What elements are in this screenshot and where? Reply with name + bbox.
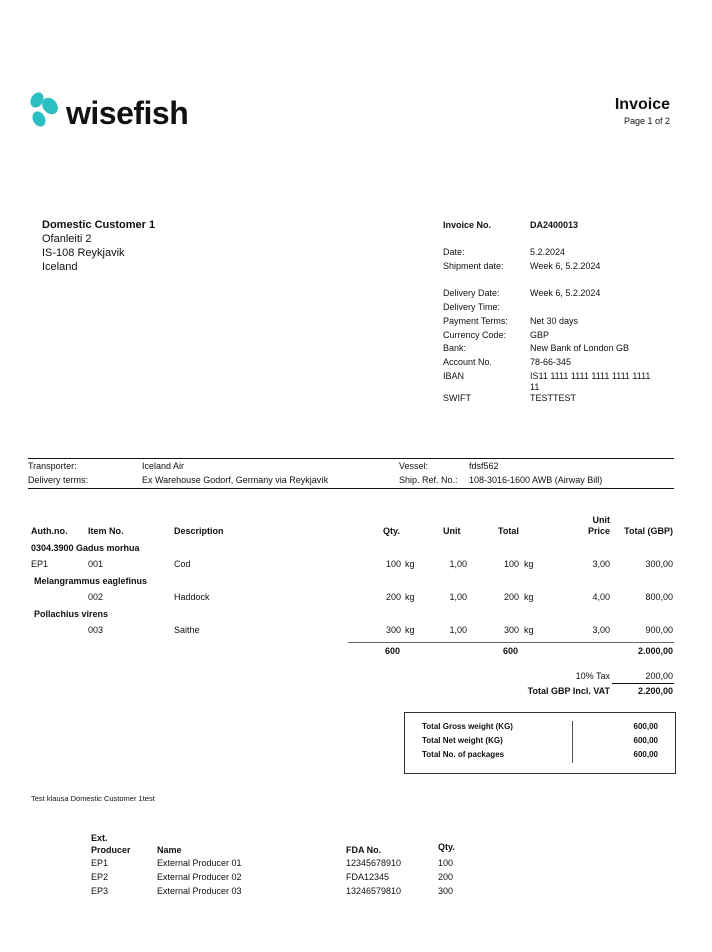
ship-ref-value: 108-3016-1600 AWB (Airway Bill) — [469, 475, 603, 485]
sum-rule — [348, 642, 674, 643]
transporter-value: Iceland Air — [142, 461, 185, 471]
line-qty: 200 — [385, 592, 401, 602]
producer-col-fda: FDA No. — [346, 845, 382, 855]
gross-weight-value: 600,00 — [633, 722, 658, 731]
customer-name: Domestic Customer 1 — [42, 219, 156, 231]
line-unit: 1,00 — [449, 625, 467, 635]
payment-terms-label: Payment Terms: — [443, 316, 508, 326]
sum-amount: 2.000,00 — [637, 646, 673, 656]
customer-address-1: Ofanleiti 2 — [42, 233, 92, 245]
col-total-gbp: Total (GBP) — [624, 526, 673, 536]
packages-value: 600,00 — [633, 750, 658, 759]
currency-label: Currency Code: — [443, 330, 507, 340]
producer-name: External Producer 02 — [157, 872, 242, 882]
line-qty-unit: kg — [405, 625, 415, 635]
line-auth: EP1 — [31, 559, 49, 569]
wisefish-logo — [28, 92, 200, 136]
fish-logo-icon — [28, 92, 64, 132]
page-indicator: Page 1 of 2 — [623, 116, 670, 126]
line-amount: 900,00 — [645, 625, 673, 635]
group-heading: Pollachius virens — [34, 609, 109, 619]
date-label: Date: — [443, 247, 465, 257]
invoice-note: Test klausa Domestic Customer 1test — [31, 794, 155, 803]
delivery-terms-value: Ex Warehouse Godorf, Germany via Reykjavík — [142, 475, 329, 485]
transport-top-rule — [28, 458, 674, 459]
swift-label: SWIFT — [443, 393, 471, 403]
producer-code: EP1 — [91, 858, 109, 868]
delivery-date-value: Week 6, 5.2.2024 — [530, 288, 601, 298]
bank-label: Bank: — [443, 343, 467, 353]
ship-ref-label: Ship. Ref. No.: — [399, 475, 458, 485]
iban-label: IBAN — [443, 371, 465, 381]
net-weight-label: Total Net weight (KG) — [422, 736, 503, 745]
producer-fda: FDA12345 — [346, 872, 390, 882]
line-desc: Cod — [174, 559, 191, 569]
line-qty-unit: kg — [405, 559, 415, 569]
delivery-terms-label: Delivery terms: — [28, 475, 89, 485]
producer-qty: 200 — [438, 872, 454, 882]
col-qty: Qty. — [383, 526, 400, 536]
invoice-no-label: Invoice No. — [443, 220, 492, 230]
line-item: 001 — [88, 559, 104, 569]
tax-label: 10% Tax — [575, 671, 610, 681]
swift-value: TESTTEST — [530, 393, 577, 403]
bank-value: New Bank of London GB — [530, 343, 630, 353]
weights-divider — [572, 721, 573, 763]
line-amount: 800,00 — [645, 592, 673, 602]
sum-qty: 600 — [385, 646, 401, 656]
line-item: 002 — [88, 592, 104, 602]
group-heading: Melangrammus eaglefinus — [34, 576, 148, 586]
line-item: 003 — [88, 625, 104, 635]
line-price: 3,00 — [592, 559, 610, 569]
col-unit: Unit — [443, 526, 461, 536]
line-unit: 1,00 — [449, 559, 467, 569]
vessel-label: Vessel: — [399, 461, 429, 471]
line-desc: Saithe — [174, 625, 200, 635]
customer-address-3: Iceland — [42, 261, 78, 273]
producer-fda: 12345678910 — [346, 858, 402, 868]
col-auth-no: Auth.no. — [31, 526, 68, 536]
producer-col-ext-2: Producer — [91, 845, 131, 855]
producer-name: External Producer 01 — [157, 858, 242, 868]
col-total: Total — [498, 526, 519, 536]
line-total-unit: kg — [524, 592, 534, 602]
line-qty-unit: kg — [405, 592, 415, 602]
tax-rule — [612, 683, 674, 684]
producer-fda: 13246579810 — [346, 886, 402, 896]
transport-bottom-rule — [28, 488, 674, 489]
account-label: Account No. — [443, 357, 493, 367]
col-unit-price-1: Unit — [592, 515, 610, 525]
col-item-no: Item No. — [88, 526, 124, 536]
line-desc: Haddock — [174, 592, 210, 602]
packages-label: Total No. of packages — [422, 750, 505, 759]
payment-terms-value: Net 30 days — [530, 316, 579, 326]
shipment-date-label: Shipment date: — [443, 261, 504, 271]
account-value: 78-66-345 — [530, 357, 572, 367]
customer-address-2: IS-108 Reykjavik — [42, 247, 125, 259]
producer-col-name: Name — [157, 845, 182, 855]
line-unit: 1,00 — [449, 592, 467, 602]
transporter-label: Transporter: — [28, 461, 77, 471]
delivery-time-label: Delivery Time: — [443, 302, 501, 312]
line-price: 3,00 — [592, 625, 610, 635]
grand-total-amount: 2.200,00 — [637, 686, 673, 696]
line-amount: 300,00 — [645, 559, 673, 569]
invoice-no: DA2400013 — [530, 220, 579, 230]
iban-value-1: IS11 1111 1111 1111 1111 1111 — [530, 371, 651, 381]
iban-value-2: 11 — [530, 382, 540, 392]
group-heading: 0304.3900 Gadus morhua — [31, 543, 140, 553]
date-value: 5.2.2024 — [530, 247, 566, 257]
line-total: 300 — [503, 625, 519, 635]
logo-wordmark: wisefish — [66, 95, 189, 131]
net-weight-value: 600,00 — [633, 736, 658, 745]
vessel-value: fdsf562 — [469, 461, 499, 471]
delivery-date-label: Delivery Date: — [443, 288, 500, 298]
producer-col-qty: Qty. — [438, 842, 455, 852]
col-description: Description — [174, 526, 224, 536]
line-qty: 100 — [385, 559, 401, 569]
col-unit-price-2: Price — [587, 526, 610, 536]
line-qty: 300 — [385, 625, 401, 635]
producer-code: EP2 — [91, 872, 109, 882]
producer-name: External Producer 03 — [157, 886, 242, 896]
grand-total-label: Total GBP Incl. VAT — [527, 686, 610, 696]
line-price: 4,00 — [592, 592, 610, 602]
producer-code: EP3 — [91, 886, 109, 896]
currency-value: GBP — [530, 330, 550, 340]
line-total: 100 — [503, 559, 519, 569]
document-title: Invoice — [614, 96, 670, 113]
line-total-unit: kg — [524, 559, 534, 569]
line-total-unit: kg — [524, 625, 534, 635]
sum-total: 600 — [503, 646, 519, 656]
line-total: 200 — [503, 592, 519, 602]
producer-qty: 300 — [438, 886, 454, 896]
producer-qty: 100 — [438, 858, 454, 868]
tax-amount: 200,00 — [645, 671, 673, 681]
shipment-date-value: Week 6, 5.2.2024 — [530, 261, 601, 271]
gross-weight-label: Total Gross weight (KG) — [422, 722, 513, 731]
producer-col-ext-1: Ext. — [91, 833, 108, 843]
